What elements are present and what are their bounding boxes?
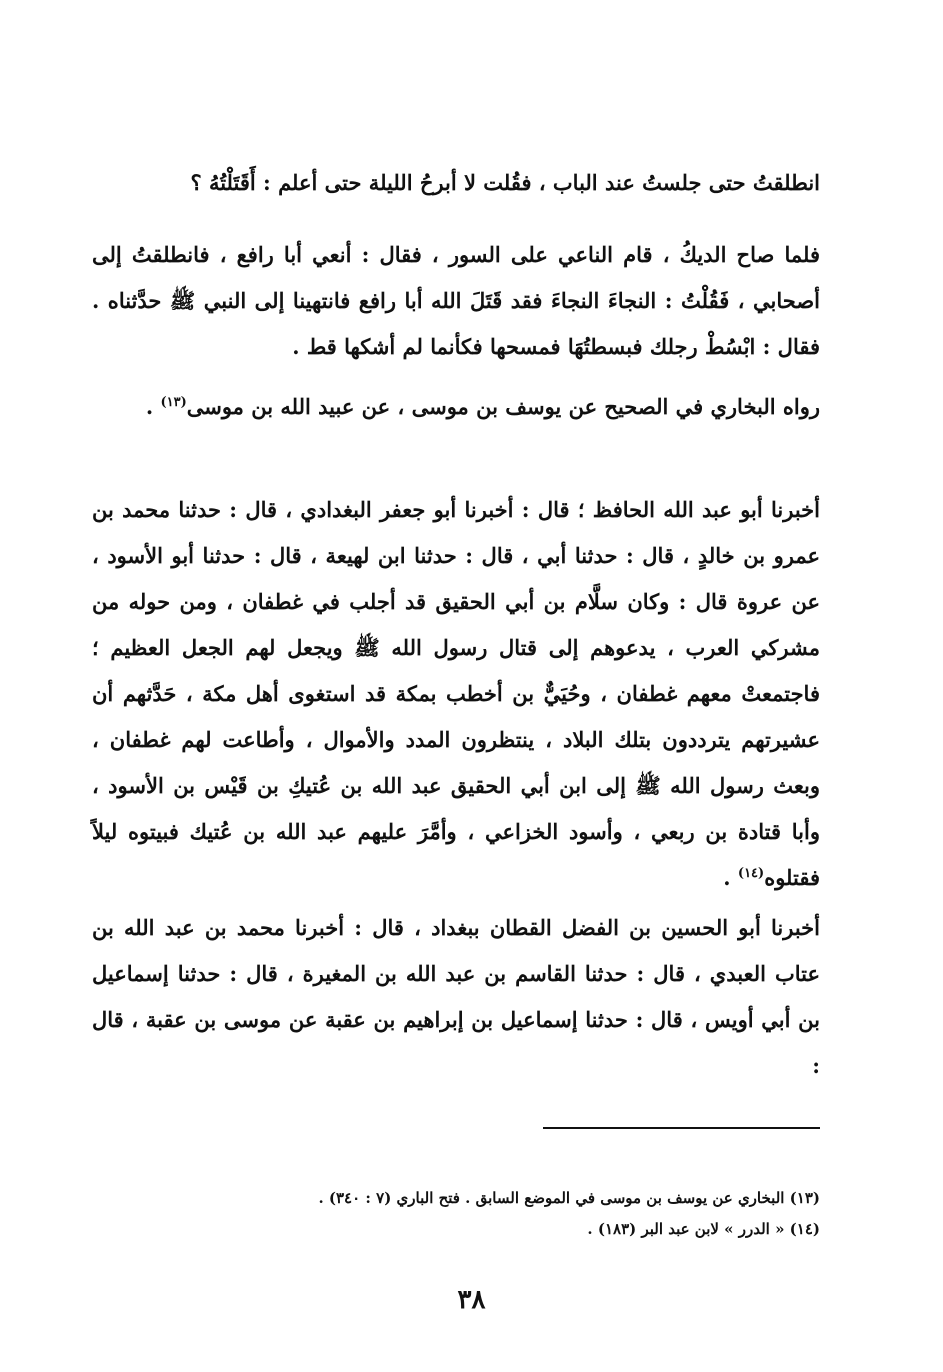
paragraph-text: أخبرنا أبو الحسين بن الفضل القطان ببغداد ، قال : أخبرنا محمد بن عبد الله بن عتاب العبدي ، قال : حدثنا القاسم بن عبد الله بن المغيرة ، قال : حدثنا إسماعيل بن أبي أويس ، قال : حدثنا إسماعيل بن إبراهيم بن عقبة عن موسى بن عقبة ، قال : bbox=[92, 915, 820, 1078]
paragraph-text bbox=[92, 487, 820, 901]
page-number: ٣٨ bbox=[457, 1285, 486, 1315]
footnotes bbox=[92, 1183, 820, 1245]
footnote-13: (١٣) البخاري عن يوسف بن موسى في الموضع السابق . فتح الباري (٧ : ٣٤٠) . bbox=[318, 1189, 820, 1207]
paragraph-body: رواه البخاري في الصحيح عن يوسف بن موسى ، عن عبيد الله بن موسى bbox=[186, 394, 820, 419]
footnote-marker-13: (١٣) bbox=[160, 395, 187, 410]
paragraph-text: انطلقتُ حتى جلستُ عند الباب ، فقُلت لا أبرحُ الليلة حتى أعلم : أَقَتَلْتُهُ ؟ bbox=[190, 170, 820, 195]
paragraph-end: . bbox=[723, 865, 738, 890]
footnote-divider bbox=[543, 1127, 820, 1129]
footnote-14: (١٤) « الدرر » لابن عبد البر (١٨٣) . bbox=[587, 1220, 820, 1238]
paragraph-text bbox=[92, 384, 820, 430]
paragraph-1 bbox=[92, 160, 820, 206]
paragraph-4 bbox=[92, 487, 820, 901]
paragraph-text: فلما صاح الديكُ ، قام الناعي على السور ، فقال : أنعي أبا رافع ، فانطلقتُ إلى أصحابي ، فَقُلْتُ : النجاءَ النجاءَ فقد قَتَلَ الله أبا رافع فانتهينا إلى النبي ﷺ حدَّثناه . فقال : ابْسُطْ رجلك فبسطتُهَا فمسحها فكأنما لم أشكها قط . bbox=[92, 242, 820, 359]
footnote-marker-14: (١٤) bbox=[737, 866, 765, 881]
paragraph-body: أخبرنا أبو عبد الله الحافظ ؛ قال : أخبرنا أبو جعفر البغدادي ، قال : حدثنا محمد بن عمرو بن خالدٍ ، قال : حدثنا أبي ، قال : حدثنا ابن لهيعة ، قال : حدثنا أبو الأسود ، عن عروة قال : وكان سلَّام بن أبي الحقيق قد أجلب في غطفان ، ومن حوله من مشركي العرب ، يدعوهم إلى قتال رسول الله ﷺ ويجعل لهم الجعل العظيم ؛ فاجتمعتْ معهم غطفان ، وحُيَيٌّ بن أخطب بمكة قد استغوى أهل مكة ، حَدَّثهم أن عشيرتهم يترددون بتلك البلاد ، ينتظرون المدد والأموال ، وأطاعت لهم غطفان ، وبعث رسول الله ﷺ إلى ابن أبي الحقيق عبد الله بن عُتيكِ بن قَيْس بن الأسود ، وأبا قتادة بن ربعي ، وأسود الخزاعي ، وأمَّرَ عليهم عبد الله بن عُتيك فبيتوه ليلاً فقتلوه bbox=[92, 497, 820, 890]
paragraph-3 bbox=[92, 384, 820, 430]
paragraph-end: . bbox=[145, 394, 161, 419]
paragraph-5 bbox=[92, 905, 820, 1089]
paragraph-2 bbox=[92, 232, 820, 370]
